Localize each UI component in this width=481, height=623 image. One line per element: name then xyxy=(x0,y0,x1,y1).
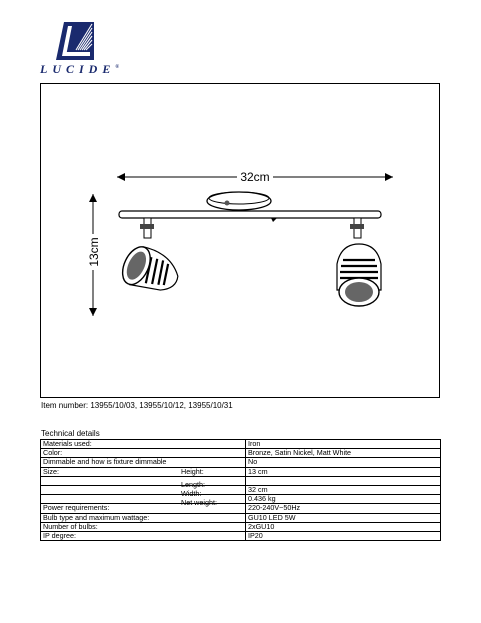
table-row xyxy=(41,486,441,495)
row-value: 220-240V~50Hz xyxy=(246,504,441,513)
row-label: Number of bulbs: xyxy=(41,522,246,531)
row-label: Bulb type and maximum wattage: xyxy=(41,513,246,522)
row-label xyxy=(41,486,246,499)
table-row xyxy=(41,513,441,522)
row-label: Power requirements: xyxy=(41,504,246,513)
row-sublabel: Length: xyxy=(181,479,205,489)
table-row xyxy=(41,467,441,476)
item-number: Item number: 13955/10/03, 13955/10/12, 13955/10/31 xyxy=(41,401,233,410)
row-value: 0.436 kg xyxy=(246,495,441,504)
row-label: Materials used: xyxy=(41,440,246,449)
row-label xyxy=(41,476,246,489)
row-label: IP degree: xyxy=(41,532,246,541)
row-value: 32 cm xyxy=(246,486,441,495)
height-dimension-label: 13cm xyxy=(87,237,101,267)
row-value: 13 cm xyxy=(246,467,441,476)
row-value: Iron xyxy=(246,440,441,449)
row-value xyxy=(246,476,441,485)
row-sublabel: Height: xyxy=(181,466,204,476)
table-row xyxy=(41,440,441,449)
row-label: Size: Height: xyxy=(41,467,246,476)
row-label: Dimmable and how is fixture dimmable xyxy=(41,458,246,467)
product-drawing xyxy=(40,83,440,398)
row-value: No xyxy=(246,458,441,467)
technical-details-table xyxy=(40,439,441,541)
width-dimension-label: 32cm xyxy=(240,170,270,184)
row-value: 2xGU10 xyxy=(246,522,441,531)
row-sublabel: Net weight: xyxy=(181,498,217,508)
table-row xyxy=(41,532,441,541)
row-sublabel: Width: xyxy=(181,489,202,499)
row-value: IP20 xyxy=(246,532,441,541)
technical-details-title: Technical details xyxy=(41,429,100,438)
row-label: Color: xyxy=(41,449,246,458)
table-row xyxy=(41,458,441,467)
row-value: GU10 LED 5W xyxy=(246,513,441,522)
table-row xyxy=(41,476,441,485)
brand-name: LUCIDE® xyxy=(40,62,120,76)
table-row xyxy=(41,522,441,531)
row-value: Bronze, Satin Nickel, Matt White xyxy=(246,449,441,458)
